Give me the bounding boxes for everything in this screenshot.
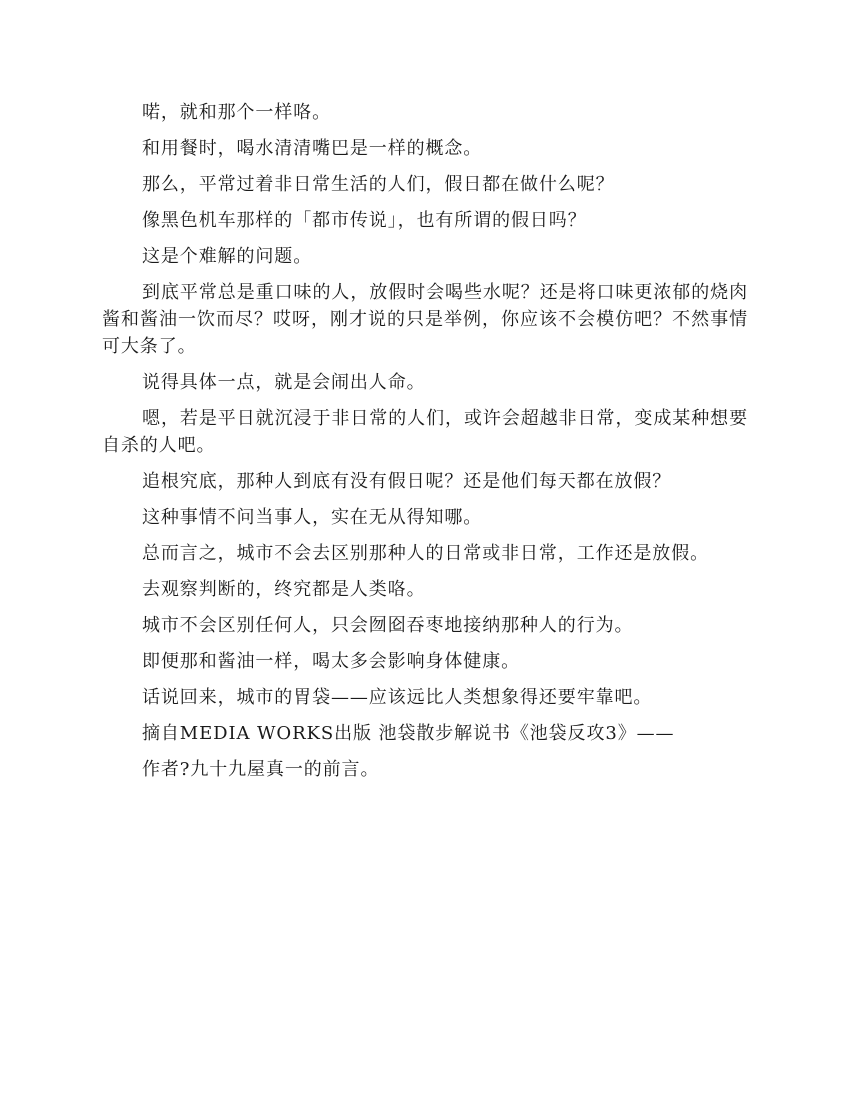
- paragraph: 嗯，若是平日就沉浸于非日常的人们，或许会超越非日常，变成某种想要自杀的人吧。: [102, 408, 748, 456]
- citation-author: 作者?九十九屋真一的前言。: [142, 759, 380, 780]
- body-text: [102, 99, 748, 792]
- paragraph: 像黑色机车那样的「都市传说」，也有所谓的假日吗？: [142, 210, 587, 231]
- paragraph: 和用餐时，喝水清清嘴巴是一样的概念。: [142, 138, 483, 159]
- paragraph: 城市不会区别任何人，只会囫囵吞枣地接纳那种人的行为。: [142, 615, 634, 636]
- citation-source: 摘自MEDIA WORKS出版 池袋散步解说书《池袋反攻3》——: [142, 723, 675, 744]
- paragraph: 到底平常总是重口味的人，放假时会喝些水呢？还是将口味更浓郁的烧肉酱和酱油一饮而尽？哎呀，刚才说的只是举例，你应该不会模仿吧？不然事情可大条了。: [102, 282, 748, 357]
- paragraph: 总而言之，城市不会去区别那种人的日常或非日常，工作还是放假。: [142, 543, 709, 564]
- paragraph: 这种事情不问当事人，实在无从得知哪。: [142, 507, 483, 528]
- paragraph: 这是个难解的问题。: [142, 246, 313, 267]
- paragraph: 话说回来，城市的胃袋——应该远比人类想象得还要牢靠吧。: [142, 687, 653, 708]
- paragraph: 去观察判断的，终究都是人类咯。: [142, 579, 426, 600]
- paragraph: 那么，平常过着非日常生活的人们，假日都在做什么呢？: [142, 174, 615, 195]
- paragraph: 喏，就和那个一样咯。: [142, 102, 331, 123]
- paragraph: 说得具体一点，就是会闹出人命。: [142, 372, 426, 393]
- paragraph: 即便那和酱油一样，喝太多会影响身体健康。: [142, 651, 520, 672]
- paragraph: 追根究底，那种人到底有没有假日呢？还是他们每天都在放假？: [142, 471, 672, 492]
